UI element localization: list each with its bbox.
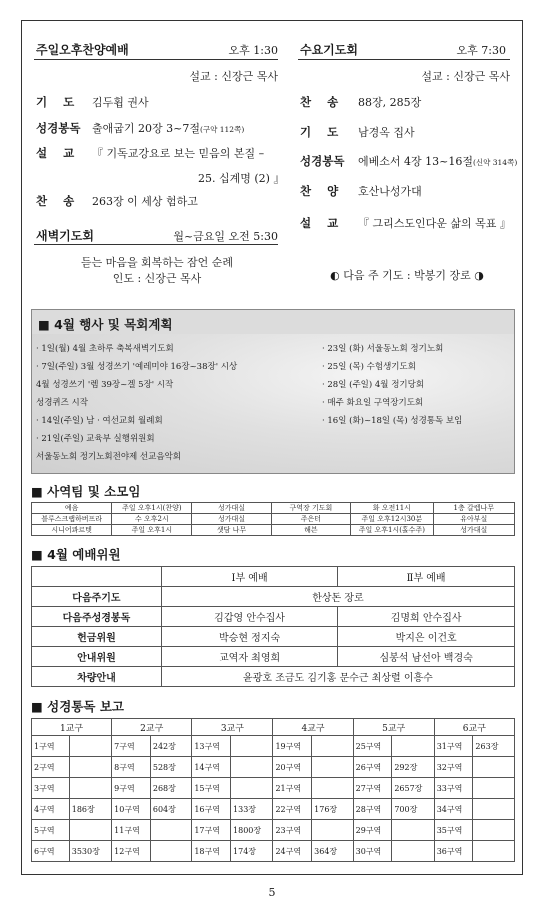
row-note: (구약 112쪽) (199, 125, 245, 134)
district-cell: 11구역 (112, 820, 151, 841)
table-row (32, 736, 515, 757)
schedule-item: · 매주 화요일 구역장기도회 (322, 398, 424, 408)
dawn-prayer-time: 월~금요일 오전 5:30 (173, 230, 278, 243)
table-row: 다음주성경봉독 김갑영 안수집사 김명희 안수집사 (32, 607, 515, 627)
district-cell: 13구역 (192, 736, 231, 757)
ministry-title: ■ 사역팀 및 소모임 (31, 484, 141, 499)
chapters-cell: 2657장 (392, 778, 434, 799)
district-cell: 18구역 (192, 841, 231, 862)
row-label: 찬 송 (36, 194, 81, 208)
row-label: 성경봉독 (300, 154, 345, 168)
april-schedule (31, 309, 515, 474)
schedule-item: 서울동노회 정기노회전야제 선교음악회 (36, 452, 181, 462)
sunday-afternoon-title: 주일오후찬양예배 (36, 43, 129, 57)
district-cell: 34구역 (434, 799, 473, 820)
chapters-cell (231, 778, 273, 799)
schedule-item: · 23일 (화) 서울동노회 정기노회 (322, 344, 444, 354)
district-cell: 21구역 (273, 778, 312, 799)
page-number: 5 (268, 886, 276, 899)
row-value: 『 그리스도인다운 삶의 목표 』 (358, 217, 511, 230)
chapters-cell: 263장 (473, 736, 515, 757)
district-cell: 32구역 (434, 757, 473, 778)
chapters-cell: 700장 (392, 799, 434, 820)
schedule-item: · 28일 (주일) 4월 정기당회 (322, 380, 425, 390)
district-cell: 15구역 (192, 778, 231, 799)
chapters-cell (69, 778, 111, 799)
row-label: 찬 송 (300, 95, 345, 109)
district-cell: 6구역 (32, 841, 70, 862)
district-cell: 20구역 (273, 757, 312, 778)
chapters-cell (69, 820, 111, 841)
district-cell: 33구역 (434, 778, 473, 799)
district-cell: 2구역 (32, 757, 70, 778)
schedule-item: 4월 성경쓰기 '렘 39장~겔 5장' 시작 (36, 380, 174, 390)
district-cell: 19구역 (273, 736, 312, 757)
sunday-afternoon-time: 오후 1:30 (228, 44, 278, 57)
district-cell: 28구역 (353, 799, 392, 820)
chapters-cell (312, 778, 353, 799)
table-row: 시니어콰르텟 주일 오후1시 샛담 나무 해븐 주일 오후1시(홀수주) 성가대실 (32, 525, 515, 536)
district-cell: 29구역 (353, 820, 392, 841)
district-cell: 1구역 (32, 736, 70, 757)
divider (298, 59, 510, 60)
chapters-cell: 174장 (231, 841, 273, 862)
table-row: 예음 주일 오후1시(찬양) 성가대실 구역장 기도회 화 오전11시 1층 갈렙나무 (32, 503, 515, 514)
sunday-preacher: 설교 : 신장근 목사 (189, 70, 278, 83)
dawn-leader: 인도 : 신장근 목사 (112, 272, 202, 285)
chapters-cell (231, 736, 273, 757)
row-value: 김두횝 권사 (92, 96, 149, 109)
table-row: Ⅰ부 예배 Ⅱ부 예배 (32, 567, 515, 587)
chapters-cell (312, 736, 353, 757)
chapters-cell (231, 757, 273, 778)
bible-report-title: ■ 성경통독 보고 (31, 699, 124, 714)
schedule-item: · 14일(주일) 남 · 여선교회 월례회 (36, 416, 163, 426)
dawn-theme: 듣는 마음을 회복하는 잠언 순례 (80, 256, 234, 269)
table-row (32, 820, 515, 841)
district-cell: 12구역 (112, 841, 151, 862)
chapters-cell (69, 757, 111, 778)
dawn-prayer-title: 새벽기도회 (36, 229, 94, 243)
table-row: 안내위원 교역자 최영희 심봉석 남선아 백경숙 (32, 647, 515, 667)
divider (34, 59, 278, 60)
chapters-cell: 1800장 (231, 820, 273, 841)
chapters-cell: 176장 (312, 799, 353, 820)
row-label: 기 도 (36, 95, 81, 109)
schedule-item: · 16일 (화)~18일 (목) 성경통독 보임 (322, 416, 463, 426)
chapters-cell (150, 841, 191, 862)
chapters-cell (473, 820, 515, 841)
table-row: 블루스크랩하버프라 수 오후2시 성가대실 주은터 주일 오후12시30분 유아부실 (32, 514, 515, 525)
district-cell: 14구역 (192, 757, 231, 778)
row-value: 호산나성가대 (358, 185, 422, 198)
chapters-cell (312, 820, 353, 841)
district-cell: 36구역 (434, 841, 473, 862)
district-cell: 31구역 (434, 736, 473, 757)
chapters-cell (392, 736, 434, 757)
district-cell: 24구역 (273, 841, 312, 862)
next-prayer: ◐ 다음 주 기도 : 박봉기 장로 ◑ (330, 269, 484, 282)
chapters-cell (473, 778, 515, 799)
schedule-title: ■ 4월 행사 및 목회계획 (38, 317, 173, 332)
district-cell: 27구역 (353, 778, 392, 799)
schedule-item: · 7일(주일) 3월 성경쓰기 '예레미야 16장~38장' 시상 (36, 362, 238, 372)
district-cell: 16구역 (192, 799, 231, 820)
wednesday-time: 오후 7:30 (456, 44, 506, 57)
schedule-item: · 21일(주일) 교육부 실행위원회 (36, 434, 155, 444)
schedule-item: · 25일 (목) 수험생기도회 (322, 362, 416, 372)
wednesday-title: 수요기도회 (300, 43, 358, 57)
chapters-cell: 364장 (312, 841, 353, 862)
chapters-cell: 292장 (392, 757, 434, 778)
district-cell: 22구역 (273, 799, 312, 820)
district-cell: 23구역 (273, 820, 312, 841)
chapters-cell (150, 820, 191, 841)
wednesday-preacher: 설교 : 신장근 목사 (421, 70, 510, 83)
district-cell: 25구역 (353, 736, 392, 757)
row-value: 88장, 285장 (358, 96, 422, 109)
divider (34, 244, 278, 245)
row-value: 에베소서 4장 13~16절(신약 314쪽) (358, 155, 518, 168)
row-value-cont: 25. 십계명 (2) 』 (198, 172, 285, 185)
chapters-cell (69, 736, 111, 757)
ministry-table (31, 502, 515, 536)
district-cell: 5구역 (32, 820, 70, 841)
chapters-cell: 604장 (150, 799, 191, 820)
table-row (32, 757, 515, 778)
chapters-cell: 242장 (150, 736, 191, 757)
district-cell: 9구역 (112, 778, 151, 799)
schedule-item: 성경퀴즈 시작 (36, 398, 88, 408)
chapters-cell (392, 820, 434, 841)
bible-report-table (31, 718, 515, 862)
table-row (32, 841, 515, 862)
chapters-cell (473, 757, 515, 778)
row-label: 기 도 (300, 125, 345, 139)
district-cell: 10구역 (112, 799, 151, 820)
row-note: (신약 314쪽) (472, 158, 518, 167)
row-label: 성경봉독 (36, 121, 81, 135)
row-value: 『 기독교강요로 보는 믿음의 본질 – (92, 147, 265, 160)
chapters-cell: 133장 (231, 799, 273, 820)
table-row (32, 778, 515, 799)
worship-committee-title: ■ 4월 예배위원 (31, 547, 121, 562)
district-cell: 30구역 (353, 841, 392, 862)
district-cell: 4구역 (32, 799, 70, 820)
district-cell: 3구역 (32, 778, 70, 799)
district-cell: 26구역 (353, 757, 392, 778)
district-cell: 8구역 (112, 757, 151, 778)
table-row: 차량안내 윤광호 조금도 김기홍 문수근 최상렬 이흥수 (32, 667, 515, 687)
row-value: 남경옥 집사 (358, 126, 415, 139)
chapters-cell (392, 841, 434, 862)
district-cell: 7구역 (112, 736, 151, 757)
bulletin-page (21, 20, 523, 875)
table-header-row: 1교구 2교구 3교구 4교구 5교구 6교구 (32, 719, 515, 736)
table-row: 다음주기도 한상돈 장로 (32, 587, 515, 607)
row-value: 출애굽기 20장 3~7절(구약 112쪽) (92, 122, 245, 135)
worship-committee-table (31, 566, 515, 687)
chapters-cell: 3530장 (69, 841, 111, 862)
chapters-cell (312, 757, 353, 778)
chapters-cell: 268장 (150, 778, 191, 799)
district-cell: 35구역 (434, 820, 473, 841)
table-row: 헌금위원 박승현 정지숙 박지은 이건호 (32, 627, 515, 647)
district-cell: 17구역 (192, 820, 231, 841)
chapters-cell: 528장 (150, 757, 191, 778)
chapters-cell (473, 841, 515, 862)
row-label: 찬 양 (300, 184, 345, 198)
row-label: 설 교 (300, 216, 345, 230)
schedule-item: · 1일(월) 4월 초하루 축복새벽기도회 (36, 344, 174, 354)
chapters-cell (473, 799, 515, 820)
chapters-cell: 186장 (69, 799, 111, 820)
row-value: 263장 이 세상 험하고 (92, 195, 198, 208)
table-row (32, 799, 515, 820)
row-label: 설 교 (36, 146, 81, 160)
